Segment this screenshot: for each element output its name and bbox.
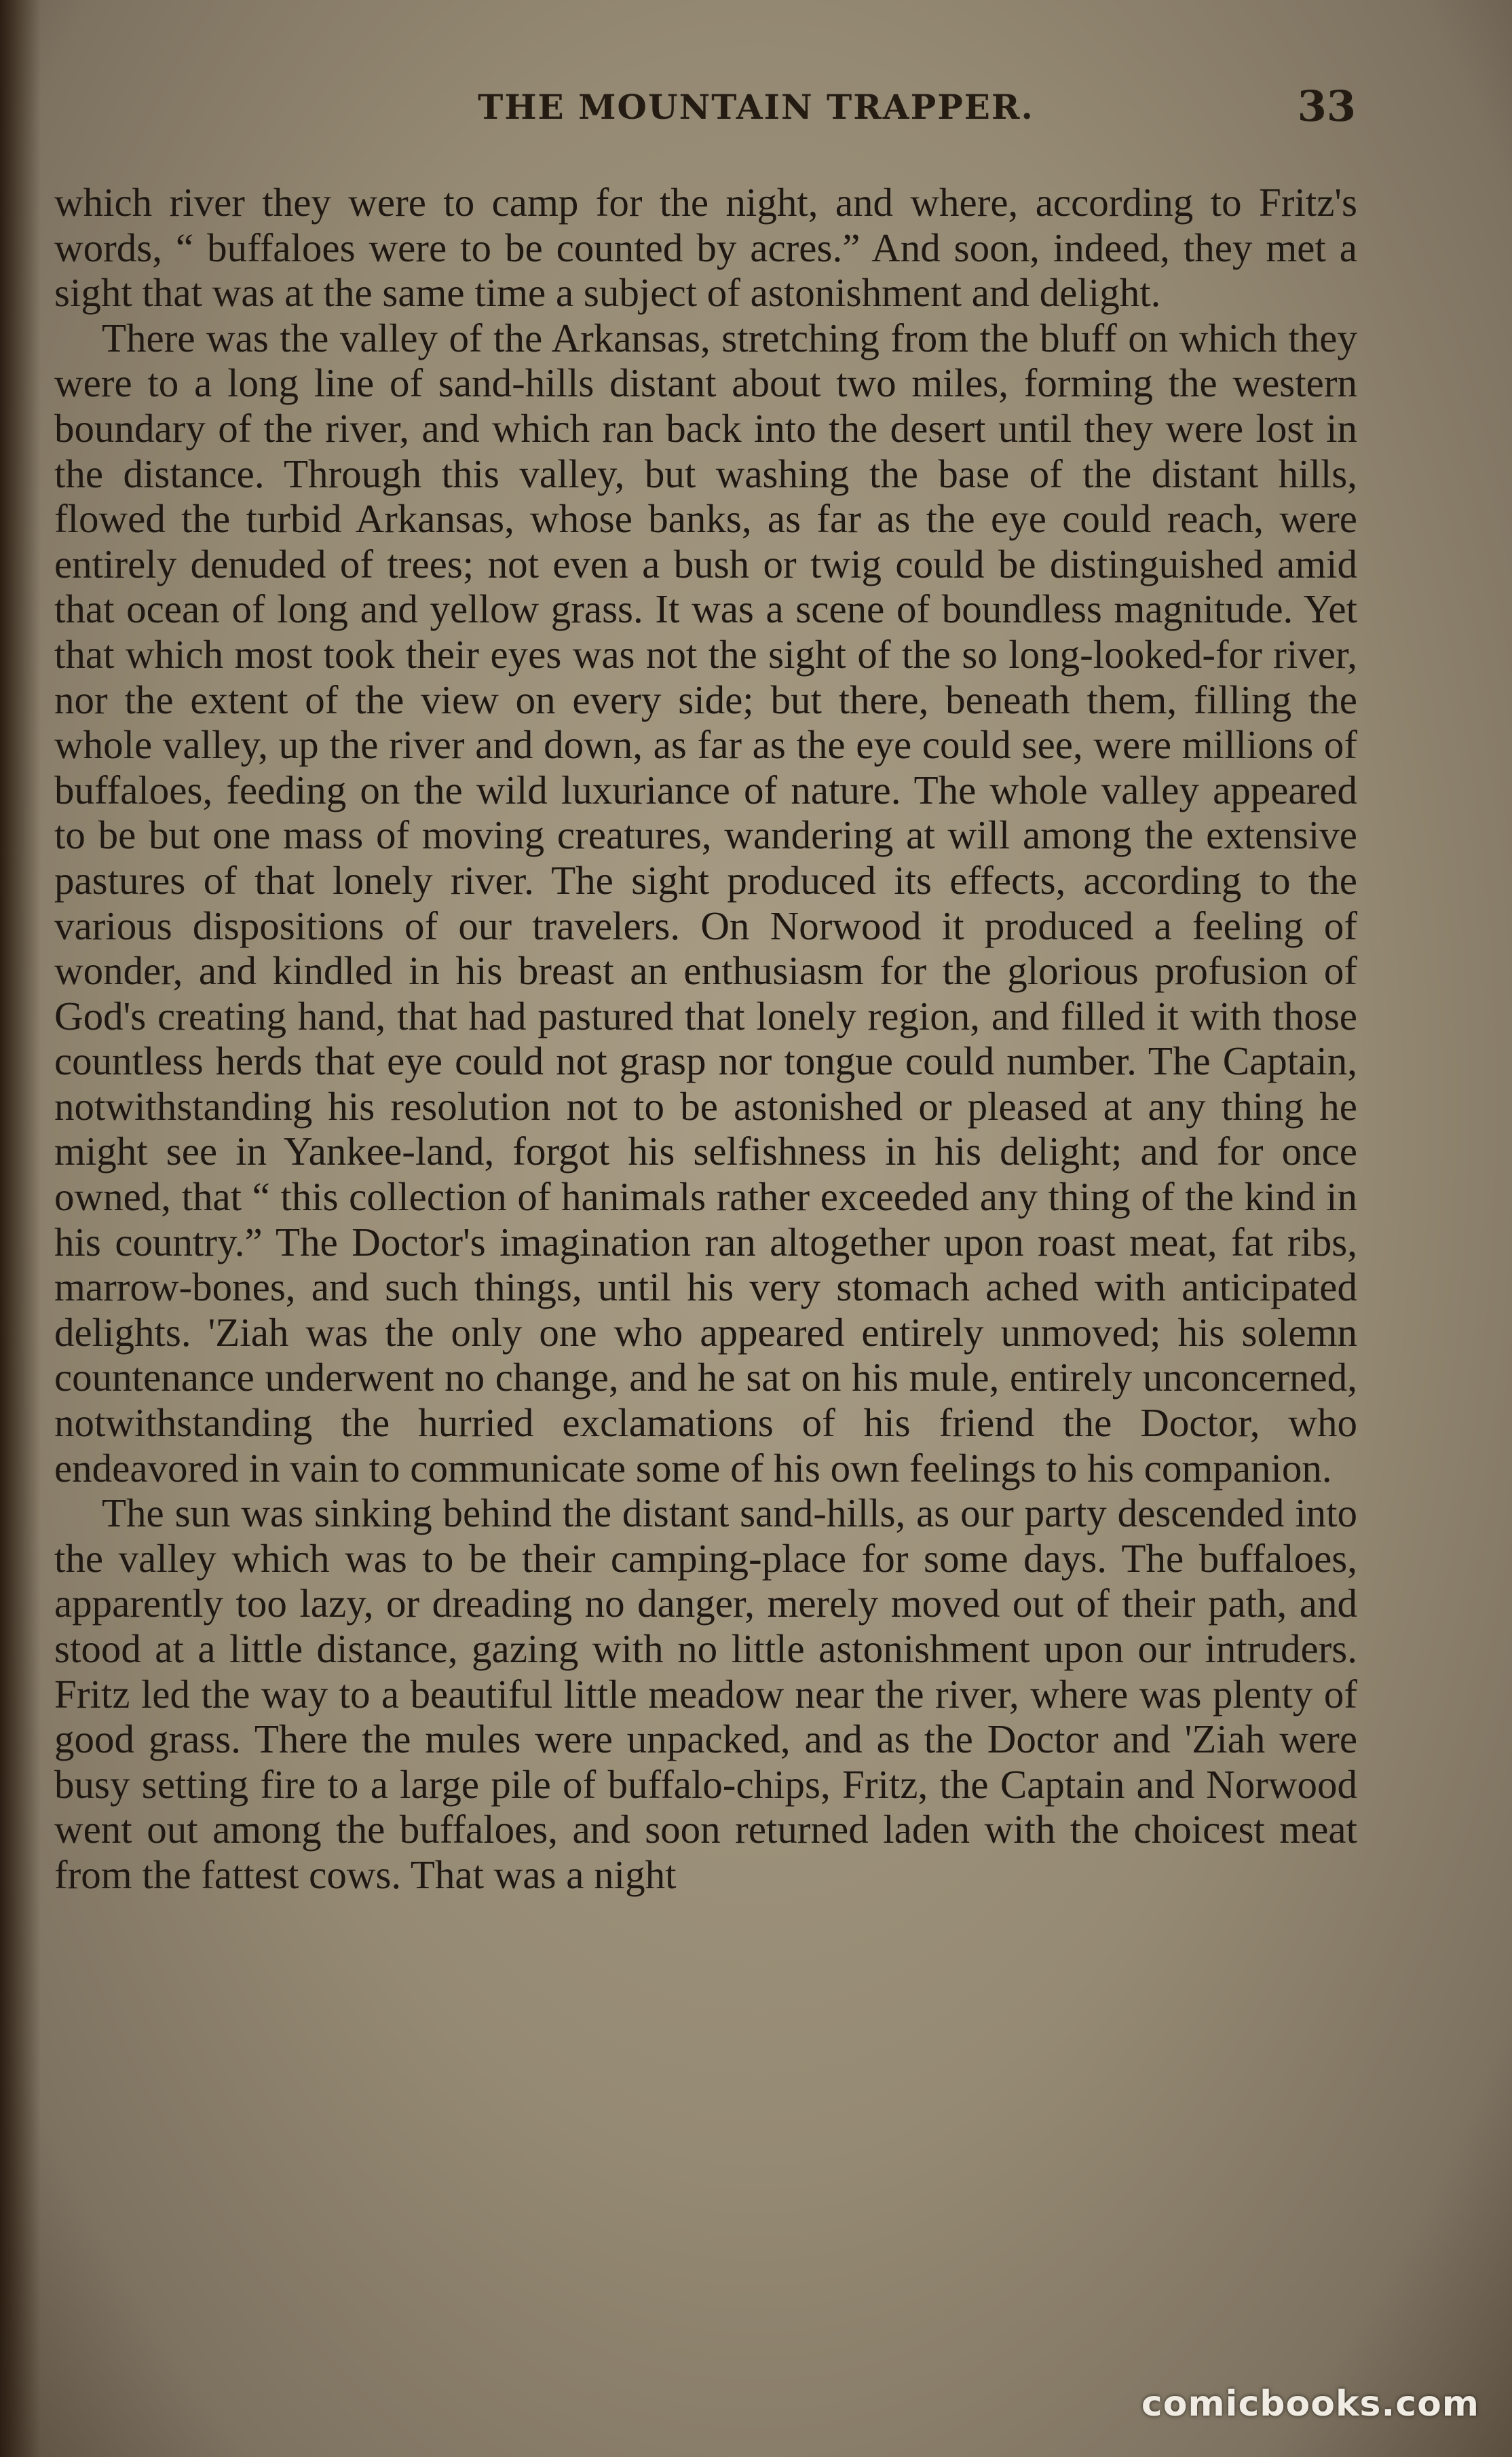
paragraph-3: The sun was sinking behind the distant sand-hills, as our party descended into the valley which was to be their camping-place for some days. The buffaloes, apparently too lazy, or dreading no danger, merely moved out of their path, and stood at a little distance, gazing with no little astonishment upon our intruders. Fritz led the way to a beautiful little meadow near the river, where was plenty of good grass. There the mules were unpacked, and as the Doctor and 'Ziah were busy setting fire to a large pile of buffalo-chips, Fritz, the Captain and Norwood went out among the buffaloes, and soon returned laden with the choicest meat from the fattest cows. That was a night (54, 1490, 1357, 1897)
paragraph-2: There was the valley of the Arkansas, stretching from the bluff on which they were to a long line of sand-hills distant about two miles, forming the western boundary of the river, and which ran back into the desert until they were lost in the distance. Through this valley, but washing the base of the distant hills, flowed the turbid Arkansas, whose banks, as far as the eye could reach, were entirely denuded of trees; not even a bush or twig could be distinguished amid that ocean of long and yellow grass. It was a scene of boundless magnitude. Yet that which most took their eyes was not the sight of the so long-looked-for river, nor the extent of the view on every side; but there, beneath them, filling the whole valley, up the river and down, as far as the eye could see, were millions of buffaloes, feeding on the wild luxuriance of nature. The whole valley appeared to be but one mass of moving creatures, wandering at will among the extensive pastures of that lonely river. The sight produced its effects, according to the various dispositions of our travelers. On Norwood it produced a feeling of wonder, and kindled in his breast an enthusiasm for the glorious profusion of God's creating hand, that had pastured that lonely region, and filled it with those countless herds that eye could not grasp nor tongue could number. The Captain, notwithstanding his resolution not to be astonished or pleased at any thing he might see in Yankee-land, forgot his selfishness in his delight; and for once owned, that “ this collection of hanimals rather exceeded any thing of the kind in his country.” The Doctor's imagination ran altogether upon roast meat, fat ribs, marrow-bones, and such things, until his very stomach ached with anticipated delights. 'Ziah was the only one who appeared entirely unmoved; his solemn countenance underwent no change, and he sat on his mule, entirely unconcerned, notwithstanding the hurried exclamations of his friend the Doctor, who endeavored in vain to communicate some of his own feelings to his companion. (54, 315, 1357, 1490)
running-head-title: THE MOUNTAIN TRAPPER. (478, 87, 1034, 127)
body-text (54, 180, 1357, 1898)
page-edge-shadow (0, 0, 41, 2457)
running-head (0, 81, 1512, 136)
page-number: 33 (1297, 81, 1356, 131)
watermark: comicbooks.com (1141, 2384, 1479, 2424)
paragraph-1: which river they were to camp for the night, and where, according to Fritz's words, “ buffaloes were to be counted by acres.” And soon, indeed, they met a sight that was at the same time a subject of astonishment and delight. (54, 180, 1357, 316)
